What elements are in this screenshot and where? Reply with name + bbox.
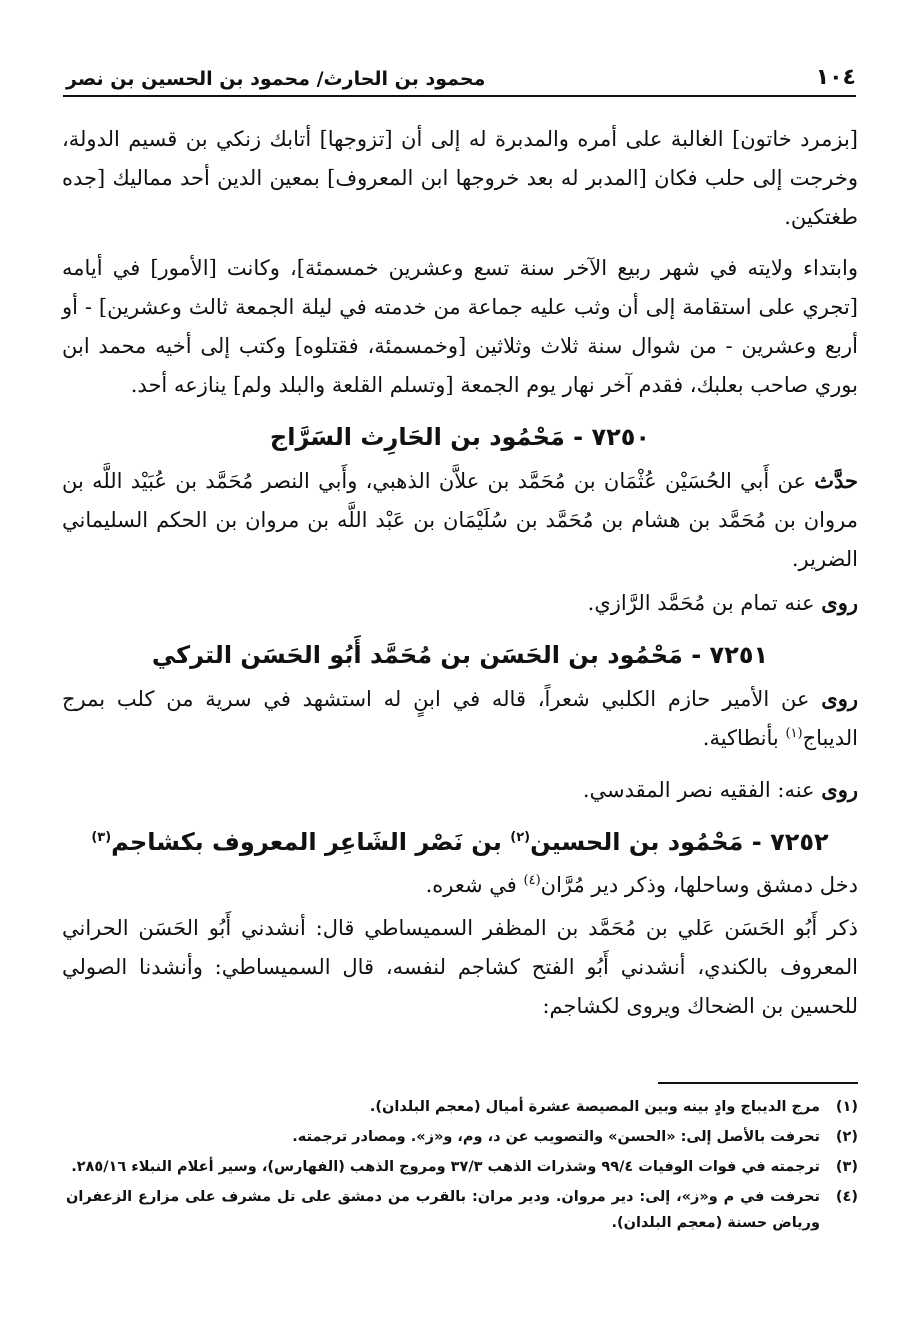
paragraph: [بزمرد خاتون] الغالبة على أمره والمدبرة له إلى أن [تزوجها] أتابك زنكي بن قسيم الدولة، وخرجت إلى حلب فكان [المدبر له بعد خروجها ابن المعروف] بمعين الدين أحد مماليك [جده طغتكين. [62,127,858,229]
footnote-ref[interactable]: (٢) [510,830,531,845]
paragraph: وابتداء ولايته في شهر ربيع الآخر سنة تسع وعشرين خمسمئة]، وكانت [الأمور] في أيامه [تجري على استقامة إلى أن وثب عليه جماعة من خدمته في ليلة الجمعة ثالث وعشرين] - أو أربع وعشرين - من شوال سنة ثلاث وثلاثين [وخمسمئة، فقتلوه] وكتب إلى أخيه محمد ابن بوري صاحب بعلبك، فقدم آخر نهار يوم الجمعة [وتسلم القلعة والبلد ولم] ينازعه أحد. [62,256,859,397]
footnote-ref[interactable]: (١) [785,726,803,741]
footnotes [66,1094,858,1240]
running-header [66,50,856,90]
heading-text: ٧٢٥٢ - مَحْمُود بن الحسين [530,828,829,856]
entry-heading-7252 [62,822,858,862]
paragraph: ذكر أَبُو الحَسَن عَلي بن مُحَمَّد بن المظفر السميساطي قال: أنشدني أَبُو الحَسَن الحراني المعروف بالكندي، أنشدني أَبُو الفتح كشاجم لنفسه، قال السميساطي: وأنشدنا الصولي للحسين بن الضحاك ويروى لكشاجم: [62,916,858,1018]
main-text [62,120,858,1038]
page-number: ١٠٤ [815,65,856,90]
paragraph [62,583,858,623]
paragraph [62,461,858,579]
lead-word: روى [821,590,858,615]
footnote-ref[interactable]: (٣) [91,830,112,845]
paragraph [62,679,858,758]
paragraph-text: عنه تمام بن مُحَمَّد الرَّازي. [587,591,822,615]
footnote-text: تحرفت بالأصل إلى: «الحسن» والتصويب عن د، وم، و«ز». ومصادر ترجمته. [292,1129,820,1145]
paragraph-text: في شعره. [425,873,524,897]
footnote-rule [658,1082,858,1084]
paragraph [62,770,858,810]
footnote-text: تحرفت في م و«ز»، إلى: دير مروان. ودير مران: بالقرب من دمشق على تل مشرف على مزارع الزعفران ورياض حسنة (معجم البلدان). [66,1189,820,1231]
paragraph-text: عنه: الفقيه نصر المقدسي. [582,778,822,802]
lead-word: حدَّث [814,468,858,493]
entry-heading-7250: ٧٢٥٠ - مَحْمُود بن الحَارِث السَرَّاج [269,423,651,451]
footnote [66,1124,858,1150]
paragraph-text: عن الأمير حازم الكلبي شعراً، قاله في ابنٍ له استشهد في سرية من كلب بمرج الديباج [62,687,858,750]
footnote-number: (٣) [835,1159,858,1175]
footnote-text: ترجمته في فوات الوفيات ٩٩/٤ وشذرات الذهب ٣٧/٣ ومروج الذهب (الفهارس)، وسير أعلام النبلاء ٢٨٥/١٦. [71,1159,820,1175]
lead-word: روى [821,686,858,711]
entry-heading-7251: ٧٢٥١ - مَحْمُود بن الحَسَن بن مُحَمَّد أَبُو الحَسَن التركي [151,641,769,669]
footnote-ref[interactable]: (٤) [523,873,541,888]
paragraph-text: بأنطاكية. [702,726,786,750]
heading-text: بن نَصْر الشَاعِر المعروف بكشاجم [111,828,511,856]
footnote [66,1154,858,1180]
lead-word: روى [821,777,858,802]
footnote-text: مرج الديباج وادٍ بينه وبين المصيصة عشرة أميال (معجم البلدان). [369,1099,820,1115]
footnote [66,1184,858,1236]
footnote-number: (٤) [835,1189,858,1205]
footnote-number: (١) [835,1099,858,1115]
running-title: محمود بن الحارث/ محمود بن الحسين بن نصر [66,68,486,90]
paragraph-text: عن أَبي الحُسَيْن عُثْمَان بن مُحَمَّد بن علاَّن الذهبي، وأَبي النصر مُحَمَّد بن عُبَيْد اللَّه بن مروان بن مُحَمَّد بن هشام بن مُحَمَّد بن سُلَيْمَان بن عَبْد اللَّه بن مروان بن الحكم السليماني الضرير. [62,469,858,571]
footnote [66,1094,858,1120]
header-rule [63,95,856,97]
paragraph [62,866,858,905]
footnote-number: (٢) [835,1129,858,1145]
paragraph-text: دخل دمشق وساحلها، وذكر دير مُرَّان [540,873,858,897]
